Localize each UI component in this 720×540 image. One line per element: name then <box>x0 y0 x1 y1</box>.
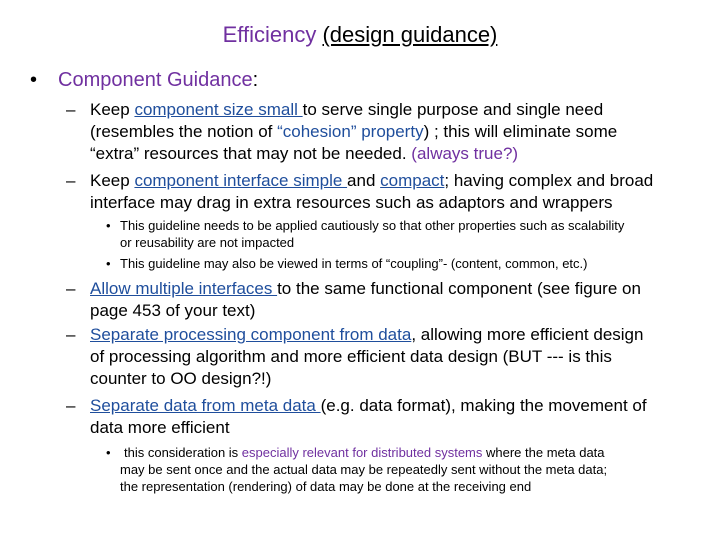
item-b-line2: interface may drag in extra resources such as adaptors and wrappers <box>90 193 613 212</box>
text: ) ; this will eliminate some <box>423 122 618 141</box>
small-bullet-icon: • <box>106 218 111 233</box>
item-e-sub-line2: may be sent once and the actual data may be repeatedly sent without the meta data; <box>120 462 608 477</box>
text: (e.g. data format), making the movement of <box>320 396 647 415</box>
dash-icon: – <box>66 171 76 190</box>
item-b-line1 <box>90 170 653 192</box>
separate-meta-data-link[interactable]: Separate data from meta data <box>90 396 321 415</box>
item-e-sub-line3: the representation (rendering) of data may be done at the receiving end <box>120 479 532 494</box>
item-a-line2 <box>90 121 617 143</box>
text: where the meta data <box>482 445 605 460</box>
cohesion-term: “cohesion” property <box>277 122 424 141</box>
text: , allowing more efficient design <box>411 325 644 344</box>
text: to the same functional component (see figure on <box>277 279 641 298</box>
text: ; having complex and broad <box>444 171 654 190</box>
always-true-note: (always true?) <box>411 144 519 163</box>
item-a-line1 <box>90 99 603 121</box>
dash-icon: – <box>66 100 76 119</box>
dash-icon: – <box>66 325 76 344</box>
small-bullet-icon: • <box>106 256 111 271</box>
dash-icon: – <box>66 279 76 298</box>
item-b-sub1-line2: or reusability are not impacted <box>120 235 295 250</box>
text: to serve single purpose and single need <box>302 100 604 119</box>
slide-title <box>0 20 720 50</box>
item-d-line1 <box>90 324 643 346</box>
interface-simple-link[interactable]: component interface simple <box>134 171 348 190</box>
item-e-line2: data more efficient <box>90 418 230 437</box>
heading-label: Component Guidance <box>58 69 253 91</box>
text: Keep <box>90 171 135 190</box>
item-c-line2: page 453 of your text) <box>90 301 256 320</box>
multiple-interfaces-link[interactable]: Allow multiple interfaces <box>90 279 278 298</box>
text: Keep <box>90 100 135 119</box>
item-e-line1 <box>90 395 647 417</box>
item-b-sub2: This guideline may also be viewed in terms of “coupling”- (content, common, etc.) <box>120 256 588 271</box>
item-e-sub-line1 <box>124 444 605 461</box>
separate-processing-link[interactable]: Separate processing component from data <box>90 325 412 344</box>
small-bullet-icon: • <box>106 445 111 460</box>
item-d-line2: of processing algorithm and more efficient data design (BUT --- is this <box>90 347 612 366</box>
bullet-icon: • <box>30 69 38 91</box>
distributed-systems-note: especially relevant for distributed systems <box>241 445 483 460</box>
text: (resembles the notion of <box>90 122 278 141</box>
component-size-link[interactable]: component size small <box>134 100 303 119</box>
text: “extra” resources that may not be needed. <box>90 144 412 163</box>
item-d-line3: counter to OO design?!) <box>90 369 272 388</box>
item-c-line1 <box>90 278 641 300</box>
item-a-line3 <box>90 143 518 165</box>
dash-icon: – <box>66 396 76 415</box>
text: this consideration is <box>124 445 242 460</box>
item-b-sub1-line1: This guideline needs to be applied cautiously so that other properties such as scalability <box>120 218 625 233</box>
compact-link[interactable]: compact <box>380 171 445 190</box>
title-sub: (design guidance) <box>322 22 498 47</box>
title-main: Efficiency <box>222 22 317 47</box>
component-guidance-heading <box>58 68 258 92</box>
text: and <box>347 171 381 190</box>
heading-colon: : <box>252 69 259 91</box>
